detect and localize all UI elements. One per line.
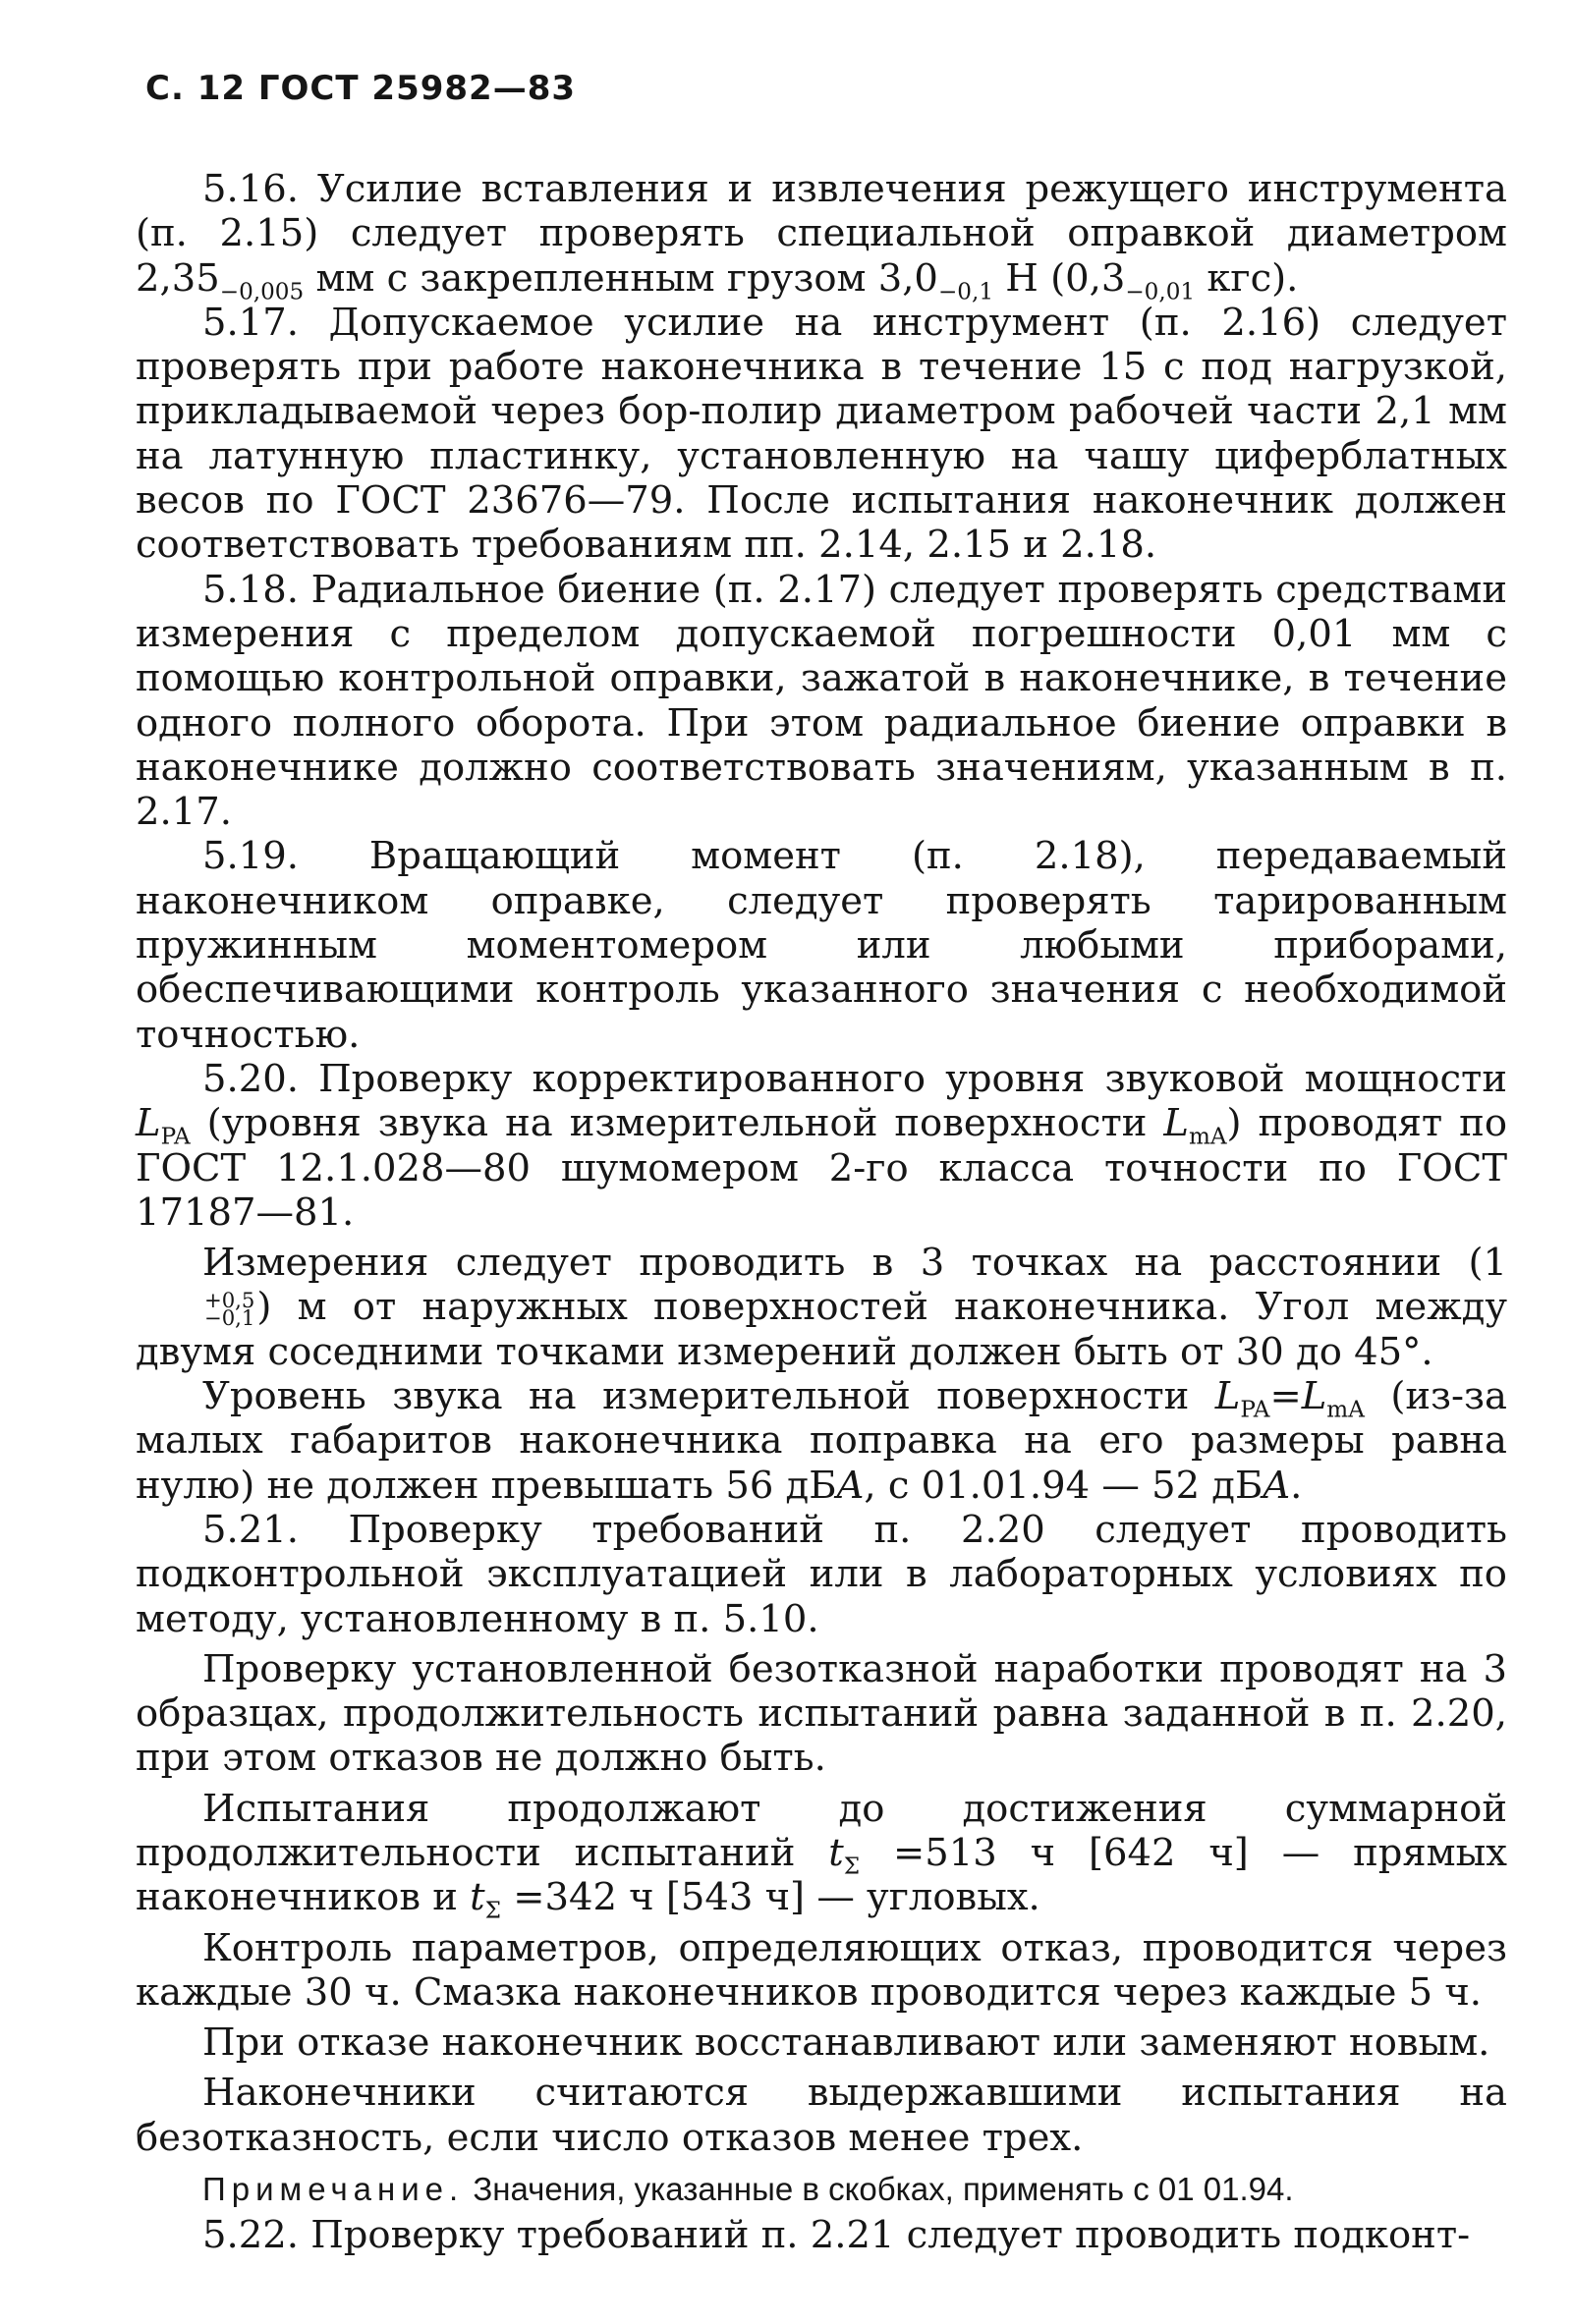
p520c-text-3: , с 01.01.94 — 52 дБ	[864, 1463, 1263, 1508]
p520c-sub-1: PA	[1240, 1397, 1270, 1423]
paragraph-5-20	[136, 1057, 1507, 1235]
p520c-unit-2: A	[1263, 1463, 1291, 1508]
page-header: С. 12 ГОСТ 25982—83	[145, 69, 577, 108]
tolerance-lower: −0,1	[204, 1305, 255, 1331]
p516-text-3: Н (0,3	[993, 255, 1126, 301]
tolerance-upper: +0,5	[204, 1288, 255, 1313]
paragraph-5-21-reliability: Проверку установленной безотказной наработки проводят на 3 образцах, продолжительность испытаний равна заданной в п. 2.20, при этом отказов не должно быть.	[136, 1646, 1507, 1781]
p520-var-2: L	[1163, 1101, 1189, 1146]
p516-text-4: кгс).	[1195, 255, 1299, 301]
p520c-equals: =	[1269, 1374, 1302, 1419]
paragraph-5-20-measurements	[136, 1241, 1507, 1374]
p520-text-2: (уровня звука на измерительной поверхности	[190, 1101, 1164, 1146]
p520-sub-2: mA	[1188, 1124, 1227, 1150]
paragraph-5-17: 5.17. Допускаемое усилие на инструмент (п. 2.16) следует проверять при работе наконечника в течение 15 с под нагрузкой, прикладываемой через бор-полир диаметром рабочей части 2,1 мм на латунную пластинку, установленную на чашу циферблатных весов по ГОСТ 23676—79. После испытания наконечник должен соответствовать требованиям пп. 2.14, 2.15 и 2.18.	[136, 300, 1507, 568]
document-body	[136, 167, 1507, 2257]
p516-text-2: мм с закрепленным грузом 3,0	[304, 255, 938, 301]
p520c-unit-1: A	[836, 1463, 865, 1508]
p520c-var-1: L	[1214, 1374, 1241, 1419]
p520c-text-1: Уровень звука на измерительной поверхности	[202, 1374, 1215, 1419]
p521c-sub-2: Σ	[484, 1898, 501, 1924]
p520c-var-2: L	[1301, 1374, 1327, 1419]
p516-tol-3: −0,01	[1125, 279, 1196, 305]
note-text: Значения, указанные в скобках, применять с 01 01.94.	[464, 2171, 1294, 2208]
p520c-text-4: .	[1290, 1463, 1303, 1508]
p516-tol-1: −0,005	[219, 279, 305, 305]
note-heading: Примечание.	[202, 2171, 465, 2208]
p521c-text-1: Испытания продолжают до достижения суммарной продолжительности испытаний	[136, 1786, 1507, 1875]
p521c-var-1: t	[828, 1830, 844, 1875]
p520-text-3: ) проводят по ГОСТ 12.1.028—80 шумомером 2-го класса точности по ГОСТ 17187—81.	[136, 1101, 1508, 1235]
p516-tol-2: −0,1	[937, 279, 994, 305]
p520b-text-1: Измерения следует проводить в 3 точках на расстоянии (1	[202, 1241, 1507, 1286]
p520b-text-2: ) м от наружных поверхностей наконечника. Угол между двумя соседними точками измерений должен быть от 30 до 45°.	[136, 1285, 1507, 1374]
paragraph-5-21-failure: При отказе наконечник восстанавливают или заменяют новым.	[202, 2020, 1490, 2066]
p521c-text-3: =342 ч [543 ч] — угловых.	[500, 1875, 1040, 1920]
paragraph-5-16	[136, 167, 1507, 305]
p516-text-1: 5.16. Усилие вставления и извлечения режущего инструмента (п. 2.15) следует проверять специальной оправкой диаметром 2,35	[136, 167, 1507, 301]
note	[136, 2166, 1507, 2213]
p521c-text-2: =513 ч [642 ч] — прямых наконечников и	[136, 1830, 1507, 1920]
paragraph-5-21-passed: Наконечники считаются выдержавшими испытания на безотказность, если число отказов менее трех.	[136, 2071, 1507, 2160]
paragraph-5-21: 5.21. Проверку требований п. 2.20 следует проводить подконтрольной эксплуатацией или в лабораторных условиях по методу, установленному в п. 5.10.	[136, 1507, 1507, 1641]
p521c-sub-1: Σ	[843, 1854, 861, 1880]
p521c-var-2: t	[470, 1875, 485, 1920]
p520-text-1: 5.20. Проверку корректированного уровня звуковой мощности	[202, 1056, 1507, 1101]
p520c-sub-2: mA	[1326, 1397, 1365, 1423]
paragraph-5-21-control: Контроль параметров, определяющих отказ, проводится через каждые 30 ч. Смазка наконечников проводится через каждые 5 ч.	[136, 1925, 1507, 2015]
paragraph-5-22: 5.22. Проверку требований п. 2.21 следует проводить подконт-	[202, 2213, 1471, 2258]
paragraph-5-19: 5.19. Вращающий момент (п. 2.18), передаваемый наконечником оправке, следует проверять тарированным пружинным моментомером или любыми приборами, обеспечивающими контроль указанного значения с необходимой точностью.	[136, 834, 1507, 1057]
p520-var-1: L	[136, 1101, 161, 1146]
p520-sub-1: PA	[160, 1124, 191, 1150]
paragraph-5-18: 5.18. Радиальное биение (п. 2.17) следует проверять средствами измерения с пределом допускаемой погрешности 0,01 мм с помощью контрольной оправки, зажатой в наконечнике, в течение одного полного оборота. При этом радиальное биение оправки в наконечнике должно соответствовать значениям, указанным в п. 2.17.	[136, 567, 1507, 835]
paragraph-5-21-duration	[136, 1786, 1507, 1924]
distance-tolerance	[138, 1288, 255, 1331]
paragraph-5-20-sound-level	[136, 1374, 1507, 1508]
p520c-text-2: (из-за малых габаритов наконечника поправка на его размеры равна нулю) не должен превышать 56 дБ	[136, 1374, 1507, 1508]
